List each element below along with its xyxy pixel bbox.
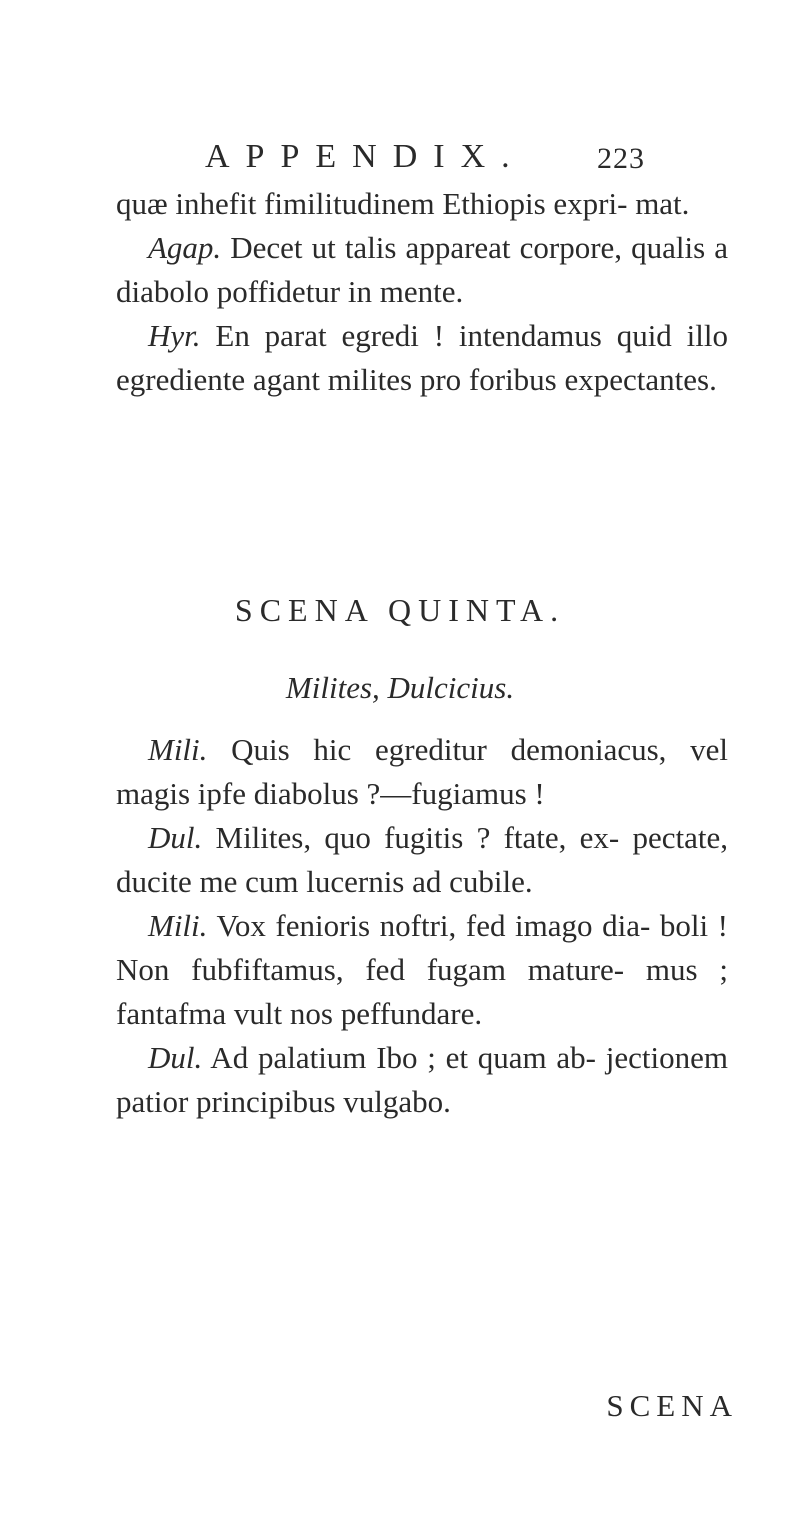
speaker-label: Dul. [148, 1040, 203, 1075]
catchword: SCENA [606, 1388, 738, 1423]
paragraph-text: En parat egredi ! intendamus quid illo egrediente agant milites pro foribus expectantes. [116, 318, 728, 397]
paragraph [116, 816, 728, 904]
paragraph [116, 182, 728, 226]
speaker-label: Agap. [148, 230, 222, 265]
speaker-label: Dul. [148, 820, 203, 855]
scene-heading: SCENA QUINTA. [234, 592, 566, 628]
paragraph [116, 226, 728, 314]
paragraph [116, 314, 728, 402]
paragraph-text: Decet ut talis appareat corpore, qualis a diabolo poffidetur in mente. [116, 230, 728, 309]
page-header [205, 138, 645, 186]
text-block-dialogue [116, 728, 728, 1124]
speaker-label: Mili. [148, 908, 208, 943]
speaker-label: Mili. [148, 732, 208, 767]
scene-persons: Milites, Dulcicius. [285, 670, 515, 705]
paragraph [116, 728, 728, 816]
running-head: APPENDIX. [205, 138, 526, 175]
text-block-opening [116, 182, 728, 402]
paragraph-text: Quis hic egreditur demoniacus, vel magis ipfe diabolus ?—fugiamus ! [116, 732, 728, 811]
page-number: 223 [597, 142, 645, 175]
paragraph-text: Ad palatium Ibo ; et quam ab- jectionem patior principibus vulgabo. [116, 1040, 728, 1119]
paragraph-text: Vox fenioris noftri, fed imago dia- boli ! Non fubfiftamus, fed fugam mature- mus ; fantafma vult nos peffundare. [116, 908, 728, 1031]
paragraph [116, 904, 728, 1036]
speaker-label: Hyr. [148, 318, 201, 353]
paragraph [116, 1036, 728, 1124]
paragraph-text: Milites, quo fugitis ? ftate, ex- pectate, ducite me cum lucernis ad cubile. [116, 820, 728, 899]
paragraph-text: quæ inhefit fimilitudinem Ethiopis expri- mat. [116, 186, 690, 221]
